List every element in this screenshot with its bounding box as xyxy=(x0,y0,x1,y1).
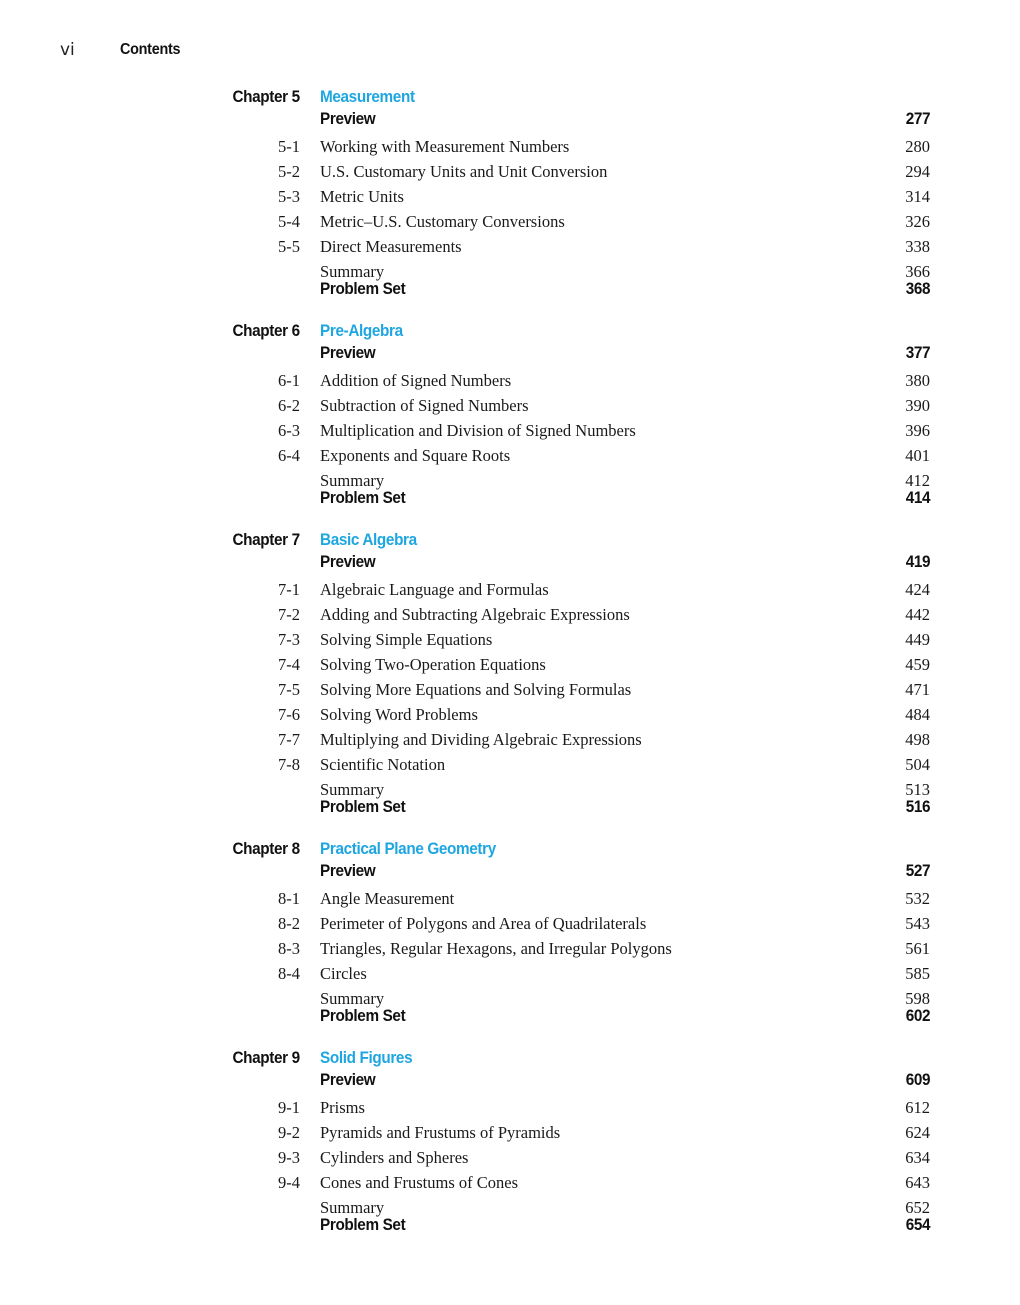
entry-title: Problem Set xyxy=(320,279,406,298)
page-number: 634 xyxy=(905,1148,930,1167)
section-number: 7-7 xyxy=(278,730,300,749)
section-number: 8-4 xyxy=(278,964,300,983)
toc-entry-section[interactable] xyxy=(0,959,1020,984)
page-number: 326 xyxy=(905,212,930,231)
page-number: 585 xyxy=(905,964,930,983)
page-number: 412 xyxy=(905,471,930,490)
section-title: Cones and Frustums of Cones xyxy=(320,1173,518,1192)
toc-entry-summary[interactable] xyxy=(0,466,1020,490)
toc-entry-section[interactable] xyxy=(0,441,1020,466)
page-number: 624 xyxy=(905,1123,930,1142)
page-number: 609 xyxy=(905,1070,930,1089)
page-number: 532 xyxy=(905,889,930,908)
chapter-title[interactable]: Practical Plane Geometry xyxy=(320,839,496,858)
page-number: 380 xyxy=(905,371,930,390)
section-number: 9-3 xyxy=(278,1148,300,1167)
entry-title: Preview xyxy=(320,861,376,880)
toc-entry-summary[interactable] xyxy=(0,984,1020,1008)
chapter-label: Chapter 5 xyxy=(232,87,300,106)
section-number: 9-2 xyxy=(278,1123,300,1142)
chapter-heading xyxy=(0,838,1020,859)
page-number: 654 xyxy=(905,1215,930,1234)
chapter-heading xyxy=(0,86,1020,107)
toc-entry-section[interactable] xyxy=(0,884,1020,909)
page-number: 280 xyxy=(905,137,930,156)
section-title: Perimeter of Polygons and Area of Quadrilaterals xyxy=(320,914,647,933)
page-number: 414 xyxy=(905,488,930,507)
toc-entry-section[interactable] xyxy=(0,625,1020,650)
section-number: 5-1 xyxy=(278,137,300,156)
page-number: 338 xyxy=(905,237,930,256)
entry-title: Problem Set xyxy=(320,797,406,816)
entry-title: Problem Set xyxy=(320,488,406,507)
toc-entry-section[interactable] xyxy=(0,1143,1020,1168)
toc-entry-problem-set[interactable] xyxy=(0,278,1020,299)
toc-entry-section[interactable] xyxy=(0,650,1020,675)
toc-entry-section[interactable] xyxy=(0,675,1020,700)
section-title: Triangles, Regular Hexagons, and Irregular Polygons xyxy=(320,939,672,958)
section-title: Working with Measurement Numbers xyxy=(320,137,570,156)
section-title: Pyramids and Frustums of Pyramids xyxy=(320,1123,561,1142)
chapter-label: Chapter 6 xyxy=(232,321,300,340)
chapter-block xyxy=(0,86,1020,299)
chapter-label: Chapter 8 xyxy=(232,839,300,858)
chapter-block xyxy=(0,320,1020,508)
toc-entry-summary[interactable] xyxy=(0,775,1020,799)
toc-entry-problem-set[interactable] xyxy=(0,1214,1020,1235)
toc-entry-section[interactable] xyxy=(0,1093,1020,1118)
toc-entry-summary[interactable] xyxy=(0,257,1020,281)
page-number: 377 xyxy=(905,343,930,362)
section-title: Circles xyxy=(320,964,367,983)
section-title: Cylinders and Spheres xyxy=(320,1148,469,1167)
toc-entry-problem-set[interactable] xyxy=(0,796,1020,817)
toc-entry-preview[interactable] xyxy=(0,341,1020,366)
running-title: Contents xyxy=(120,41,181,58)
page-number: 449 xyxy=(905,630,930,649)
page-number: 419 xyxy=(905,552,930,571)
page-number: 459 xyxy=(905,655,930,674)
page-number: 424 xyxy=(905,580,930,599)
page-number: 598 xyxy=(905,989,930,1008)
page-number: 294 xyxy=(905,162,930,181)
toc-entry-section[interactable] xyxy=(0,909,1020,934)
section-number: 6-1 xyxy=(278,371,300,390)
entry-title: Preview xyxy=(320,1070,376,1089)
section-number: 7-2 xyxy=(278,605,300,624)
toc-entry-section[interactable] xyxy=(0,366,1020,391)
page-number: 471 xyxy=(905,680,930,699)
entry-title: Preview xyxy=(320,109,376,128)
toc-entry-section[interactable] xyxy=(0,182,1020,207)
section-number: 8-1 xyxy=(278,889,300,908)
section-title: Solving More Equations and Solving Formulas xyxy=(320,680,632,699)
entry-title: Summary xyxy=(320,780,385,799)
section-title: Solving Word Problems xyxy=(320,705,478,724)
section-title: Exponents and Square Roots xyxy=(320,446,511,465)
chapter-heading xyxy=(0,529,1020,550)
page-number: 390 xyxy=(905,396,930,415)
section-title: Angle Measurement xyxy=(320,889,455,908)
running-head xyxy=(0,40,1020,64)
toc-entry-summary[interactable] xyxy=(0,1193,1020,1217)
page-number: 652 xyxy=(905,1198,930,1217)
toc-entry-preview[interactable] xyxy=(0,1068,1020,1093)
section-number: 7-4 xyxy=(278,655,300,674)
page-number: 498 xyxy=(905,730,930,749)
page-number: 513 xyxy=(905,780,930,799)
toc-entry-section[interactable] xyxy=(0,391,1020,416)
section-number: 7-6 xyxy=(278,705,300,724)
toc-entry-section[interactable] xyxy=(0,157,1020,182)
section-number: 5-3 xyxy=(278,187,300,206)
entry-title: Problem Set xyxy=(320,1006,406,1025)
entry-title: Summary xyxy=(320,1198,385,1217)
toc-entry-section[interactable] xyxy=(0,1118,1020,1143)
chapter-block xyxy=(0,529,1020,817)
table-of-contents xyxy=(0,86,1020,1256)
chapter-title[interactable]: Pre-Algebra xyxy=(320,321,403,340)
toc-entry-section[interactable] xyxy=(0,1168,1020,1193)
section-number: 9-4 xyxy=(278,1173,300,1192)
chapter-block xyxy=(0,1047,1020,1235)
section-number: 5-2 xyxy=(278,162,300,181)
section-title: Direct Measurements xyxy=(320,237,462,256)
chapter-title[interactable]: Solid Figures xyxy=(320,1048,413,1067)
page-number: 561 xyxy=(905,939,930,958)
section-title: Metric–U.S. Customary Conversions xyxy=(320,212,565,231)
page-number: 516 xyxy=(905,797,930,816)
section-number: 7-1 xyxy=(278,580,300,599)
page-number: 504 xyxy=(905,755,930,774)
entry-title: Summary xyxy=(320,471,385,490)
section-title: Subtraction of Signed Numbers xyxy=(320,396,529,415)
section-title: Adding and Subtracting Algebraic Expressions xyxy=(320,605,630,624)
page-folio: vi xyxy=(60,40,75,60)
page-number: 612 xyxy=(905,1098,930,1117)
toc-entry-section[interactable] xyxy=(0,416,1020,441)
section-number: 5-5 xyxy=(278,237,300,256)
toc-entry-section[interactable] xyxy=(0,232,1020,257)
toc-entry-section[interactable] xyxy=(0,600,1020,625)
chapter-title[interactable]: Measurement xyxy=(320,87,415,106)
section-number: 7-5 xyxy=(278,680,300,699)
page-number: 527 xyxy=(905,861,930,880)
page-number: 643 xyxy=(905,1173,930,1192)
section-number: 8-2 xyxy=(278,914,300,933)
page-number: 366 xyxy=(905,262,930,281)
section-title: Solving Two-Operation Equations xyxy=(320,655,546,674)
chapter-heading xyxy=(0,320,1020,341)
section-title: Metric Units xyxy=(320,187,404,206)
section-title: U.S. Customary Units and Unit Conversion xyxy=(320,162,608,181)
page-number: 602 xyxy=(905,1006,930,1025)
section-number: 6-2 xyxy=(278,396,300,415)
entry-title: Summary xyxy=(320,989,385,1008)
toc-entry-preview[interactable] xyxy=(0,107,1020,132)
toc-entry-section[interactable] xyxy=(0,934,1020,959)
page-number: 368 xyxy=(905,279,930,298)
page-number: 401 xyxy=(905,446,930,465)
page-number: 484 xyxy=(905,705,930,724)
section-title: Multiplying and Dividing Algebraic Expressions xyxy=(320,730,642,749)
toc-entry-section[interactable] xyxy=(0,725,1020,750)
page-number: 396 xyxy=(905,421,930,440)
page-number: 442 xyxy=(905,605,930,624)
section-number: 7-8 xyxy=(278,755,300,774)
chapter-label: Chapter 7 xyxy=(232,530,300,549)
toc-entry-preview[interactable] xyxy=(0,550,1020,575)
section-title: Scientific Notation xyxy=(320,755,446,774)
page-number: 277 xyxy=(905,109,930,128)
toc-entry-section[interactable] xyxy=(0,207,1020,232)
toc-entry-section[interactable] xyxy=(0,132,1020,157)
section-title: Multiplication and Division of Signed Numbers xyxy=(320,421,636,440)
section-number: 7-3 xyxy=(278,630,300,649)
page-number: 314 xyxy=(905,187,930,206)
entry-title: Summary xyxy=(320,262,385,281)
chapter-block xyxy=(0,838,1020,1026)
page-number: 543 xyxy=(905,914,930,933)
entry-title: Preview xyxy=(320,343,376,362)
section-title: Algebraic Language and Formulas xyxy=(320,580,549,599)
section-number: 5-4 xyxy=(278,212,300,231)
section-title: Solving Simple Equations xyxy=(320,630,493,649)
section-number: 6-4 xyxy=(278,446,300,465)
entry-title: Problem Set xyxy=(320,1215,406,1234)
section-number: 6-3 xyxy=(278,421,300,440)
chapter-heading xyxy=(0,1047,1020,1068)
section-title: Prisms xyxy=(320,1098,365,1117)
chapter-title[interactable]: Basic Algebra xyxy=(320,530,417,549)
entry-title: Preview xyxy=(320,552,376,571)
toc-entry-section[interactable] xyxy=(0,750,1020,775)
toc-entry-preview[interactable] xyxy=(0,859,1020,884)
toc-entry-problem-set[interactable] xyxy=(0,1005,1020,1026)
toc-entry-section[interactable] xyxy=(0,575,1020,600)
section-number: 9-1 xyxy=(278,1098,300,1117)
toc-entry-problem-set[interactable] xyxy=(0,487,1020,508)
chapter-label: Chapter 9 xyxy=(232,1048,300,1067)
section-number: 8-3 xyxy=(278,939,300,958)
toc-entry-section[interactable] xyxy=(0,700,1020,725)
section-title: Addition of Signed Numbers xyxy=(320,371,512,390)
